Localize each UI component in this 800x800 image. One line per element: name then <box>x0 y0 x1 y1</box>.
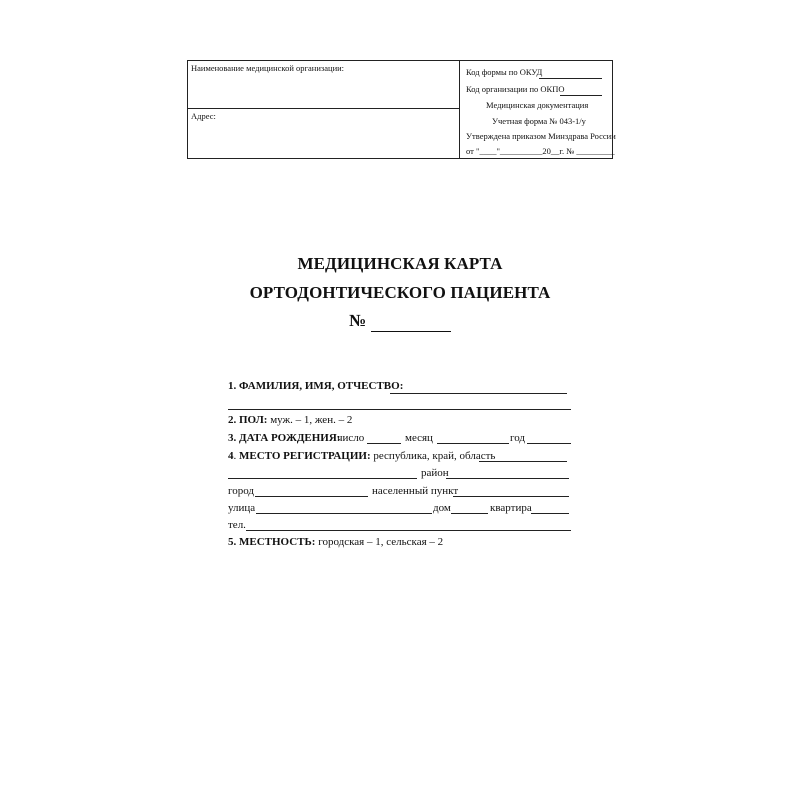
number-line <box>371 331 451 332</box>
header-right <box>460 61 616 158</box>
field-4-street-line[interactable] <box>256 513 432 514</box>
field-4-city: город <box>228 485 255 497</box>
field-4: 4. МЕСТО РЕГИСТРАЦИИ: республика, край, область <box>228 450 496 462</box>
field-5 <box>228 536 443 548</box>
field-4-district: район <box>421 467 449 479</box>
field-4-number: 4 <box>228 450 234 462</box>
field-3-day: число <box>337 432 365 444</box>
field-4-apartment: квартира <box>490 502 532 514</box>
field-4-apartment-line[interactable] <box>531 513 569 514</box>
field-4-settlement: населенный пункт <box>372 485 459 497</box>
field-4-region-line[interactable] <box>479 461 567 462</box>
field-4-region: республика, край, область <box>373 450 496 462</box>
field-2-options: муж. – 1, жен. – 2 <box>270 414 353 426</box>
okpo-label: Код организации по ОКПО <box>466 84 565 94</box>
title-line-2: ОРТОДОНТИЧЕСКОГО ПАЦИЕНТА <box>249 283 551 302</box>
field-4-label: МЕСТО РЕГИСТРАЦИИ: <box>239 450 371 462</box>
okpo-line <box>560 95 602 96</box>
field-3-label: 3. ДАТА РОЖДЕНИЯ: <box>228 432 341 444</box>
field-2-label: 2. ПОЛ: <box>228 414 268 426</box>
field-4-district-line[interactable] <box>446 478 569 479</box>
field-3-year-line[interactable] <box>527 443 571 444</box>
field-4-city-line[interactable] <box>255 496 368 497</box>
field-4-phone: тел. <box>228 519 246 531</box>
field-4-house-line[interactable] <box>451 513 488 514</box>
header-left <box>188 61 460 158</box>
field-4-house: дом <box>433 502 451 514</box>
field-1-line[interactable] <box>390 393 567 394</box>
field-4-phone-line[interactable] <box>246 530 571 531</box>
field-3-month-line[interactable] <box>437 443 509 444</box>
field-5-label: 5. МЕСТНОСТЬ: <box>228 536 316 548</box>
med-doc-label: Медицинская документация <box>486 100 589 110</box>
date-line: от "____"__________20__г. № _________ <box>466 146 615 156</box>
org-cell <box>188 61 459 109</box>
header-box <box>187 60 616 159</box>
address-label: Адрес: <box>191 111 216 121</box>
field-3-month: месяц <box>405 432 433 444</box>
approved-label: Утверждена приказом Минздрава России <box>466 131 616 141</box>
field-3-year: год <box>510 432 526 444</box>
field-5-options: городская – 1, сельская – 2 <box>318 536 444 548</box>
okud-line <box>539 78 602 79</box>
form-number-label: Учетная форма № 043-1/у <box>492 116 586 126</box>
okud-label: Код формы по ОКУД <box>466 67 543 77</box>
field-4-settlement-line[interactable] <box>453 496 569 497</box>
field-4-region-line-2[interactable] <box>228 478 417 479</box>
field-1-line-2[interactable] <box>228 409 571 410</box>
field-4-street: улица <box>228 502 256 514</box>
field-3-day-line[interactable] <box>367 443 401 444</box>
title-line-1: МЕДИЦИНСКАЯ КАРТА <box>297 254 503 273</box>
number-sign: № <box>349 311 367 330</box>
field-2 <box>228 414 352 426</box>
field-1-label: 1. ФАМИЛИЯ, ИМЯ, ОТЧЕСТВО: <box>228 380 404 392</box>
org-label: Наименование медицинской организации: <box>191 63 345 73</box>
